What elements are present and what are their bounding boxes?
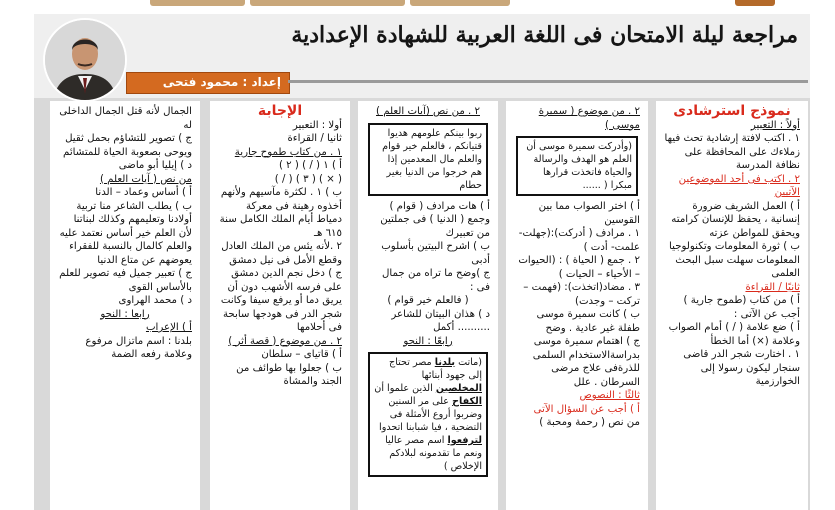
passage-text: على مر السنين وضربوا أروع الأمثلة فى التضحية ، فيا شبابنا اتحدوا (379, 396, 482, 433)
passage-keyword: المخلصين (435, 383, 482, 394)
text-line: ( × ) ( ٣ ) ( / ) (274, 173, 342, 185)
text-line: أ ) الإعراب (145, 322, 192, 333)
text-line: ج ) تعبير جميل فيه تصوير للعلم بالأساس القوى (59, 268, 192, 293)
text-line: أولا : التعبير (292, 119, 342, 131)
text-line: رابعًا : النحو (403, 335, 453, 347)
text-line: د ) إيليا أبو ماضى (118, 160, 192, 171)
text-line: ١ . اكتب لافتة إرشادية تحث فيها زملاءك على المحافظة على نظافة المدرسة (664, 133, 800, 171)
text-line: ٢ . من موضوع ( قصة أثر ) (228, 335, 342, 347)
text-line: أ ) أجب عن السؤال الآتى (533, 403, 640, 415)
column-model-exam (656, 101, 808, 510)
text-line: رابعا : النحو (100, 308, 150, 320)
page-title: مراجعة ليلة الامتحان فى اللغة العربية للشهادة الإعدادية (291, 22, 798, 48)
passage-text: مصر تحتاج إلى جهود أبنائها (389, 357, 482, 381)
text-line: د ) هذان البيتان للشاعر .......... أكمل (391, 308, 490, 333)
text-line: أ ) ١ ( / ) ( ٢ ) (278, 160, 342, 171)
passage-text: الذين علموا أن (374, 383, 433, 394)
passage-keyword: بلدنا (434, 357, 456, 368)
text-line: ثالثًا : النصوص (579, 390, 640, 401)
top-strip (0, 0, 835, 14)
column-heading: ٢ . من نص (آيات العلم ) (376, 106, 480, 117)
text-line: ج )وضح ما تراه من جمال فى : (382, 268, 490, 293)
text-line: ثانيا / القراءة (287, 133, 342, 144)
text-line: ج ) اهتمام سميرة موسى بدراسةالاستخدام السلمى للذرةفى علاج مرضى السرطان . علل (532, 336, 640, 388)
text-line: ٢ . جمع ( الحياة ) : (الحيوات – الأحياء – الحيات ) (518, 255, 640, 280)
text-line: ٣ . مضاد(اتخذت): (فهمت – تركت – وجدت) (523, 282, 640, 307)
text-line: ١ . اختارت شجر الدر قاضى سنجار ليكون رسولا إلى الخوارزمية (683, 349, 800, 387)
header-divider (288, 80, 808, 83)
text-line: بلدنا : اسم ماتزال مرفوع وعلامة رفعه الضمة (85, 335, 192, 360)
text-line: د ) محمد الهراوى (118, 295, 192, 306)
text-line: أ ) هات مرادف ( قوام ) وجمع ( الدنيا ) فى جملتين من تعبيرك (380, 200, 490, 239)
text-line: ج ) دخل نجم الدين دمشق على فرسه الأشهب دون أن يريق دما أو يرفع سيفا وكانت شجر الدر فى هودجها سابحة فى أحلامها (220, 268, 342, 333)
text-line: ثانيًا / القراءة (745, 281, 800, 293)
text-line: ب ) ١ . لكثرة مآسيهم ولأنهم أخذوه رهينة فى معركة دمياط أيام الملك الكامل سنة ٦١٥ هـ (219, 187, 342, 239)
author-bar (126, 72, 290, 94)
text-line: أ ) ضع علامة ( / ) أمام الصواب وعلامة (×) أما الخطأ (668, 322, 800, 347)
column-ayat-alelm (358, 101, 498, 510)
column-heading: نموذج استرشادى (673, 103, 791, 119)
text-line: أولاً : التعبير (750, 119, 800, 131)
text-line: ٢ .لأنه يئس من الملك العادل وقطع الأمل فى نيل دمشق (221, 241, 342, 266)
text-line: ٢ . من موضوع ( سميرة موسى ) (538, 106, 640, 131)
column-answers-continued (50, 101, 200, 510)
text-line: ب ) ثورة المعلومات وتكنولوجيا المعلومات سهلت سبل البحث العلمى (669, 241, 800, 279)
text-line: ب ) اشرح البيتين بأسلوب أدبى (381, 241, 490, 266)
decorative-photo (150, 0, 245, 6)
author-name: إعداد : محمود فتحى (162, 75, 281, 89)
text-line: ٢ . اكتب فى أحد الموضوعين الآتيين (678, 173, 800, 198)
text-line: من نص ( رحمة ومحبة ) (539, 417, 640, 428)
text-line: أ ) اختر الصواب مما بين القوسين (538, 201, 640, 226)
text-line: أ ) أساس وعماد – الدنا (95, 187, 192, 198)
column-sameera-mousa (506, 101, 648, 510)
passage-keyword: لترفعوا (447, 435, 482, 446)
column-answers (210, 101, 350, 510)
poem-box: ربوا بينكم علومهم هديوا قتيانكم ، فالعلم خير قوام والعلم مال المعدمين إذا هم خرجوا من الدنيا بغير حطام (368, 123, 488, 196)
column-heading: الإجابة (257, 103, 303, 119)
text-line: أ ) من كتاب (طموح جارية ) أجب عن الآتى : (683, 295, 800, 320)
text-line: ب ) كانت سميرة موسى طفلة غير عادية . وضح (536, 309, 640, 334)
text-line: ( فالعلم خير قوام ) (387, 295, 469, 306)
text-line: أ ) قاتيای – سلطان (261, 349, 342, 360)
text-line: الجمال لأنه قتل الجمال الداخلى له (59, 106, 192, 131)
text-line: ب ) جعلوا بها طوائف من الجند والمشاة (236, 362, 342, 387)
decorative-photo (250, 0, 405, 6)
passage-keyword: الكفاح (452, 396, 482, 407)
text-line: من نص ( آيات العلم ) (99, 173, 192, 185)
passage-text: اسم مصر عاليا ونعم ما تقدمونه لبلادكم الإخلاص ) (385, 435, 482, 472)
text-line: ب ) يطلب الشاعر منا تربية أولادنا وتعليمهم وكذلك لبناتنا لأن العلم خير أساس نعتمد عليه والعلم كالمال بالنسبة للفقراء يعوضهم عن متاع الدنيا (59, 200, 192, 266)
text-line: ١ . من كتاب طموح جارية (234, 146, 342, 158)
text-line: ١ . مرادف ( أدركت):(جهلت- علمت- أدت ) (518, 228, 640, 253)
text-line: ج ) تصوير للتشاؤم بحمل ثقيل ويوحى بصعوبة الحياة للمتشائم (63, 133, 192, 158)
portrait-icon (45, 20, 125, 100)
author-photo (43, 18, 127, 102)
passage-text: (ماتت (458, 357, 482, 368)
text-line: أ ) العمل الشريف ضرورة إنسانية ، يحفظ للإنسان كرامته ويحقق للمواطن عزته (671, 200, 800, 239)
quoted-passage-box: (وأدركت سميرة موسى أن العلم هو الهدف والرسالة والحياة فاتخذت قرارها مبكرا ( ...... (516, 136, 638, 196)
decorative-photo (410, 0, 510, 6)
decorative-photo (735, 0, 775, 6)
grammar-passage-box (368, 352, 488, 477)
